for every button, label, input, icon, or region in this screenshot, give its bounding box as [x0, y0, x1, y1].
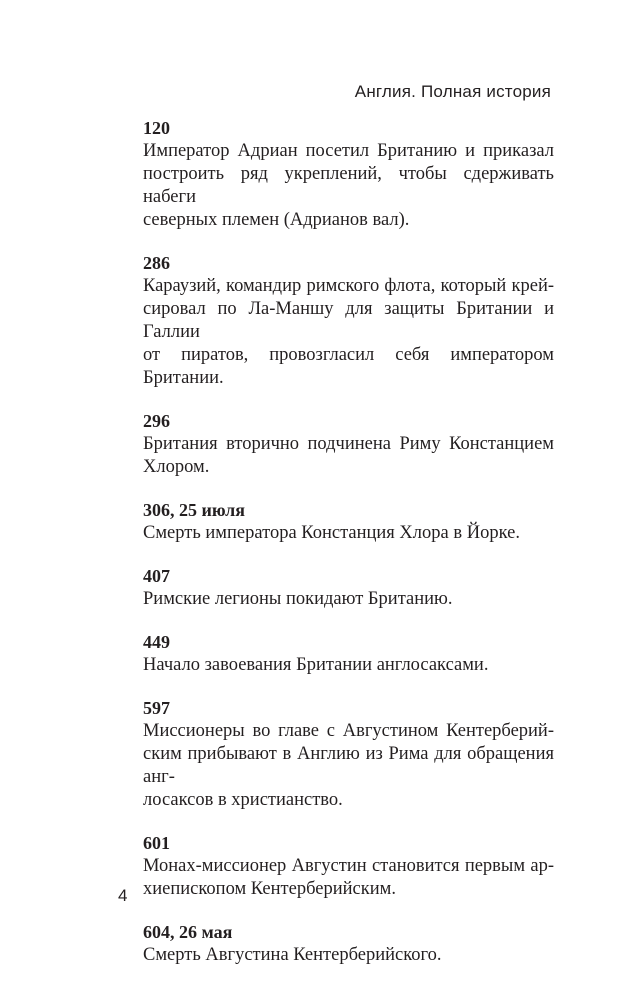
running-head-title: Англия. Полная история	[354, 82, 551, 101]
entry-text	[143, 654, 554, 677]
chronology-entry	[143, 921, 554, 967]
chronology-entry	[143, 565, 554, 611]
chronology-entry	[143, 252, 554, 390]
chronology-entry	[143, 697, 554, 812]
entry-text	[143, 433, 554, 479]
entry-text-line: северных племен (Адрианов вал).	[143, 210, 410, 230]
entry-text-line: ским прибывают в Англию из Рима для обращения анг-	[143, 744, 554, 787]
entry-text-line: Британия вторично подчинена Риму Констанцием	[143, 434, 554, 454]
entry-text	[143, 275, 554, 390]
entry-text-line: лосаксов в христианство.	[143, 790, 343, 810]
entry-text-line: Римские легионы покидают Британию.	[143, 589, 453, 609]
entry-text	[143, 588, 554, 611]
entry-date: 407	[143, 566, 170, 586]
entry-text	[143, 855, 554, 901]
entry-date: 601	[143, 833, 170, 853]
entry-text-line: Караузий, командир римского флота, который крей-	[143, 276, 554, 296]
chronology-entry	[143, 410, 554, 479]
entry-text-line: сировал по Ла-Маншу для защиты Британии и Галлии	[143, 299, 554, 342]
entry-text	[143, 522, 554, 545]
entry-text-line: построить ряд укреплений, чтобы сдерживать набеги	[143, 164, 554, 207]
entry-text-line: Начало завоевания Британии англосаксами.	[143, 655, 489, 675]
chronology-entry	[143, 631, 554, 677]
entry-date: 449	[143, 632, 170, 652]
entry-date: 597	[143, 698, 170, 718]
entry-date: 306, 25 июля	[143, 500, 246, 520]
entry-text-line: Миссионеры во главе с Августином Кентерберий-	[143, 721, 554, 741]
entry-date: 604, 26 мая	[143, 922, 233, 942]
entry-date: 296	[143, 411, 170, 431]
entry-text-line: хиепископом Кентерберийским.	[143, 879, 396, 899]
entry-text-line: от пиратов, провозгласил себя императором Британии.	[143, 345, 554, 388]
page-number: 4	[118, 886, 128, 905]
entry-text	[143, 720, 554, 812]
chronology-entry	[143, 832, 554, 901]
entry-date: 120	[143, 118, 170, 138]
chronology-entry	[143, 117, 554, 232]
entry-text-line: Смерть Августина Кентерберийского.	[143, 945, 442, 965]
chronology-entry	[143, 499, 554, 545]
entry-text-line: Хлором.	[143, 457, 210, 477]
entry-date: 286	[143, 253, 170, 273]
entry-text-line: Смерть императора Констанция Хлора в Йорке.	[143, 523, 520, 543]
entry-text	[143, 140, 554, 232]
entry-text-line: Император Адриан посетил Британию и приказал	[143, 141, 554, 161]
chronology-list	[143, 117, 554, 987]
entry-text	[143, 944, 554, 967]
entry-text-line: Монах-миссионер Августин становится первым ар-	[143, 856, 554, 876]
